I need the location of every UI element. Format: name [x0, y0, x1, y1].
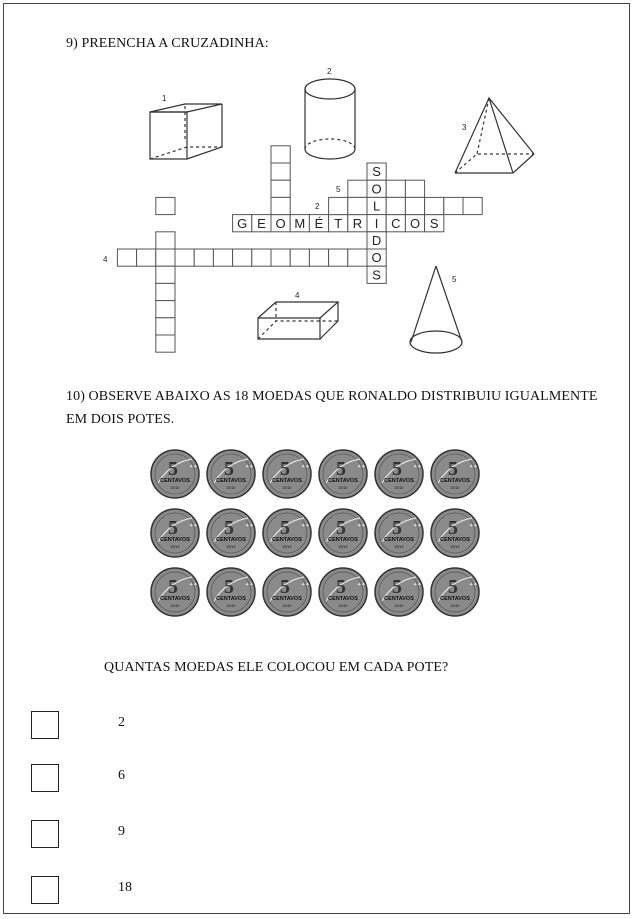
- crossword-letter: E: [257, 215, 266, 231]
- coin-year: 2010: [338, 544, 348, 549]
- coin-year: 2010: [282, 603, 292, 608]
- crossword-letter: C: [391, 215, 401, 231]
- coin-unit: CENTAVOS: [216, 596, 246, 602]
- crossword-letter: L: [372, 198, 381, 214]
- crossword-cell[interactable]: [444, 197, 463, 214]
- crossword-letter: D: [371, 233, 382, 248]
- coin-year: 2010: [394, 544, 404, 549]
- coin-stars-icon: ✦✦: [245, 582, 254, 588]
- crossword-letter: S: [429, 215, 439, 231]
- coin-value: 5: [336, 517, 346, 539]
- coin-year: 2010: [170, 603, 180, 608]
- crossword-cell[interactable]: [329, 197, 348, 214]
- coin-stars-icon: ✦✦: [189, 464, 198, 470]
- coin-stars-icon: ✦✦: [245, 523, 254, 529]
- coin-value: 5: [448, 576, 458, 598]
- crossword-cell[interactable]: [156, 266, 175, 283]
- coin-year: 2010: [226, 603, 236, 608]
- crossword-cell[interactable]: [348, 180, 367, 197]
- crossword-cell[interactable]: [233, 249, 252, 266]
- coin-unit: CENTAVOS: [216, 478, 246, 484]
- crossword-cell[interactable]: [117, 249, 136, 266]
- crossword-cell[interactable]: [290, 249, 309, 266]
- answer-option[interactable]: [31, 876, 367, 908]
- question-10-prompt: QUANTAS MOEDAS ELE COLOCOU EM CADA POTE?: [104, 660, 449, 675]
- clue-number-2: 2: [315, 202, 320, 211]
- coin-5-centavos: [318, 567, 368, 617]
- pyramid-shape: [455, 98, 534, 173]
- coin-value: 5: [280, 517, 290, 539]
- coin-stars-icon: ✦✦: [469, 582, 478, 588]
- crossword-cell[interactable]: [271, 249, 290, 266]
- shape-number-1: 1: [162, 94, 167, 103]
- cylinder-shape: [305, 79, 355, 159]
- coin-5-centavos: [374, 567, 424, 617]
- crossword-cell[interactable]: [137, 249, 156, 266]
- crossword-cell[interactable]: [348, 249, 367, 266]
- coin-5-centavos: [206, 508, 256, 558]
- coin-stars-icon: ✦✦: [357, 464, 366, 470]
- coin-year: 2010: [170, 485, 180, 490]
- coin-5-centavos: [262, 449, 312, 499]
- crossword-cell[interactable]: [156, 197, 175, 214]
- coin-value: 5: [224, 517, 234, 539]
- coin-unit: CENTAVOS: [440, 596, 470, 602]
- answer-option-label: 2: [118, 715, 125, 730]
- crossword-cell[interactable]: [386, 197, 405, 214]
- coin-unit: CENTAVOS: [216, 537, 246, 543]
- answer-checkbox[interactable]: [31, 764, 59, 792]
- answer-option[interactable]: [31, 820, 367, 852]
- crossword-cell[interactable]: [405, 197, 424, 214]
- crossword-cell[interactable]: [213, 249, 232, 266]
- crossword-cell[interactable]: [348, 197, 367, 214]
- question-9-title: 9) PREENCHA A CRUZADINHA:: [66, 36, 269, 51]
- coin-year: 2010: [282, 544, 292, 549]
- answer-option[interactable]: [31, 711, 367, 743]
- crossword-cell[interactable]: [271, 163, 290, 180]
- coin-value: 5: [392, 458, 402, 480]
- coin-5-centavos: [318, 508, 368, 558]
- crossword-cell[interactable]: [405, 180, 424, 197]
- crossword-letter: M: [294, 215, 306, 231]
- coin-value: 5: [392, 576, 402, 598]
- coin-unit: CENTAVOS: [272, 537, 302, 543]
- coin-year: 2010: [282, 485, 292, 490]
- coin-unit: CENTAVOS: [160, 478, 190, 484]
- coin-5-centavos: [374, 508, 424, 558]
- answer-checkbox[interactable]: [31, 876, 59, 904]
- crossword-letter: T: [334, 215, 343, 231]
- coin-5-centavos: [318, 449, 368, 499]
- shape-number-5: 5: [452, 275, 457, 284]
- crossword-letter: R: [352, 215, 363, 231]
- shape-number-4: 4: [295, 291, 300, 300]
- coin-value: 5: [336, 576, 346, 598]
- coin-value: 5: [224, 458, 234, 480]
- coin-5-centavos: [150, 567, 200, 617]
- crossword-figure: [0, 0, 635, 370]
- shape-number-3: 3: [462, 123, 467, 132]
- crossword-letter: G: [237, 215, 248, 231]
- coin-year: 2010: [338, 603, 348, 608]
- coin-stars-icon: ✦✦: [301, 523, 310, 529]
- crossword-cell[interactable]: [175, 249, 194, 266]
- coin-year: 2010: [450, 544, 460, 549]
- coin-value: 5: [336, 458, 346, 480]
- coin-5-centavos: [262, 567, 312, 617]
- coin-year: 2010: [170, 544, 180, 549]
- coin-value: 5: [168, 517, 178, 539]
- crossword-letter: É: [314, 215, 324, 231]
- coin-stars-icon: ✦✦: [357, 582, 366, 588]
- crossword-cell[interactable]: [463, 197, 482, 214]
- crossword-cell[interactable]: [156, 335, 175, 352]
- crossword-cell[interactable]: [386, 180, 405, 197]
- coin-year: 2010: [450, 485, 460, 490]
- clue-number-4: 4: [103, 255, 108, 264]
- crossword-cell[interactable]: [271, 146, 290, 163]
- crossword-letter: O: [371, 181, 382, 197]
- crossword-cell[interactable]: [156, 301, 175, 318]
- crossword-letter: S: [372, 164, 381, 180]
- coin-5-centavos: [262, 508, 312, 558]
- coin-unit: CENTAVOS: [272, 596, 302, 602]
- crossword-letter: O: [371, 250, 382, 266]
- crossword-cell[interactable]: [194, 249, 213, 266]
- coin-5-centavos: [206, 449, 256, 499]
- coin-5-centavos: [150, 508, 200, 558]
- answer-option-label: 9: [118, 824, 125, 839]
- question-10-title-line1: 10) OBSERVE ABAIXO AS 18 MOEDAS QUE RONALDO DISTRIBUIU IGUALMENTE: [66, 389, 598, 404]
- coin-value: 5: [168, 458, 178, 480]
- answer-option-label: 18: [118, 880, 132, 895]
- coin-grid: [150, 449, 486, 621]
- crossword-letter: O: [275, 215, 286, 231]
- coin-unit: CENTAVOS: [328, 537, 358, 543]
- coin-year: 2010: [226, 544, 236, 549]
- coin-5-centavos: [150, 449, 200, 499]
- clue-number-5: 5: [336, 185, 341, 194]
- coin-value: 5: [392, 517, 402, 539]
- cube-shape: [150, 104, 222, 159]
- coin-5-centavos: [430, 449, 480, 499]
- coin-unit: CENTAVOS: [384, 537, 414, 543]
- answer-checkbox[interactable]: [31, 711, 59, 739]
- crossword-cell[interactable]: [156, 318, 175, 335]
- answer-option[interactable]: [31, 764, 367, 796]
- coin-unit: CENTAVOS: [384, 596, 414, 602]
- coin-value: 5: [280, 458, 290, 480]
- crossword-cell[interactable]: [271, 180, 290, 197]
- coin-stars-icon: ✦✦: [413, 582, 422, 588]
- crossword-letter: I: [374, 215, 379, 231]
- coin-unit: CENTAVOS: [160, 596, 190, 602]
- coin-stars-icon: ✦✦: [357, 523, 366, 529]
- coin-stars-icon: ✦✦: [301, 582, 310, 588]
- crossword-cell[interactable]: [156, 249, 175, 266]
- crossword-letter: O: [409, 215, 421, 231]
- coin-stars-icon: ✦✦: [469, 523, 478, 529]
- question-10-title-line2: EM DOIS POTES.: [66, 412, 175, 427]
- coin-stars-icon: ✦✦: [189, 523, 198, 529]
- coin-unit: CENTAVOS: [440, 478, 470, 484]
- coin-stars-icon: ✦✦: [245, 464, 254, 470]
- coin-stars-icon: ✦✦: [301, 464, 310, 470]
- coin-stars-icon: ✦✦: [189, 582, 198, 588]
- crossword-letter: S: [372, 267, 381, 283]
- crossword-cell[interactable]: [252, 249, 271, 266]
- coin-value: 5: [224, 576, 234, 598]
- coin-unit: CENTAVOS: [384, 478, 414, 484]
- coin-unit: CENTAVOS: [328, 478, 358, 484]
- coin-value: 5: [448, 517, 458, 539]
- coin-5-centavos: [374, 449, 424, 499]
- answer-checkbox[interactable]: [31, 820, 59, 848]
- coin-value: 5: [448, 458, 458, 480]
- coin-unit: CENTAVOS: [160, 537, 190, 543]
- coin-value: 5: [168, 576, 178, 598]
- prism-shape: [258, 302, 338, 339]
- coin-5-centavos: [206, 567, 256, 617]
- answer-option-label: 6: [118, 768, 125, 783]
- crossword-cell[interactable]: [271, 197, 290, 214]
- crossword-cell[interactable]: [329, 249, 348, 266]
- coin-stars-icon: ✦✦: [469, 464, 478, 470]
- coin-value: 5: [280, 576, 290, 598]
- coin-year: 2010: [226, 485, 236, 490]
- crossword-cell[interactable]: [156, 283, 175, 300]
- coin-year: 2010: [394, 485, 404, 490]
- coin-year: 2010: [394, 603, 404, 608]
- coin-stars-icon: ✦✦: [413, 523, 422, 529]
- coin-5-centavos: [430, 508, 480, 558]
- coin-unit: CENTAVOS: [272, 478, 302, 484]
- coin-stars-icon: ✦✦: [413, 464, 422, 470]
- crossword-cell[interactable]: [309, 249, 328, 266]
- crossword-cell[interactable]: [425, 197, 444, 214]
- coin-5-centavos: [430, 567, 480, 617]
- coin-year: 2010: [338, 485, 348, 490]
- crossword-cell[interactable]: [156, 232, 175, 249]
- shape-number-2: 2: [327, 67, 332, 76]
- coin-year: 2010: [450, 603, 460, 608]
- coin-unit: CENTAVOS: [440, 537, 470, 543]
- coin-unit: CENTAVOS: [328, 596, 358, 602]
